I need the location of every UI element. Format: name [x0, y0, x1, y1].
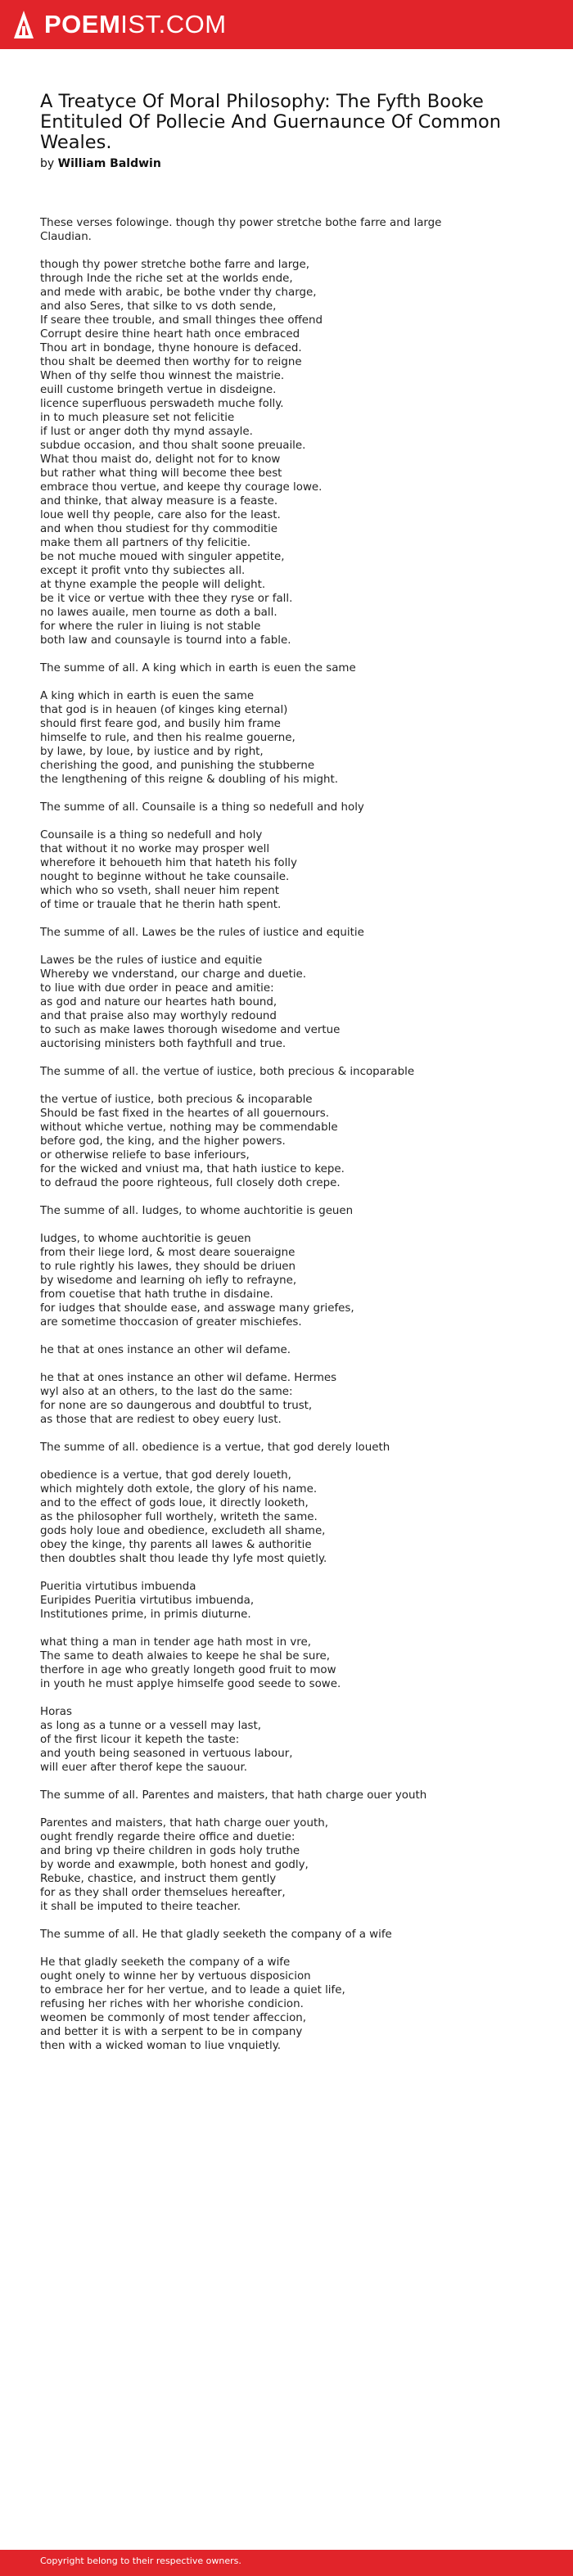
poem-line: Horas — [40, 1706, 72, 1718]
stanza — [40, 689, 548, 787]
poem-line: obey the kinge, thy parents all lawes & authoritie — [40, 1539, 312, 1551]
poem-line: The summe of all. He that gladly seeketh the company of a wife — [40, 1929, 392, 1941]
poem-line: at thyne example the people will delight. — [40, 579, 266, 591]
poem-line: of time or trauale that he therin hath spent. — [40, 899, 282, 911]
poem-line: and when thou studiest for thy commoditie — [40, 523, 278, 535]
poem-line: and thinke, that alway measure is a feaste. — [40, 495, 278, 508]
poem-line: refusing her riches with her whorishe condicion. — [40, 1998, 304, 2010]
poem-line: from couetise that hath truthe in disdaine. — [40, 1288, 273, 1301]
poem-line: and bring vp theire children in gods holy truthe — [40, 1845, 300, 1857]
poem-line: but rather what thing will become thee best — [40, 467, 282, 480]
poem-line: gods holy loue and obedience, excludeth all shame, — [40, 1525, 326, 1537]
poem-line: The summe of all. Iudges, to whome auchtoritie is geuen — [40, 1205, 354, 1217]
stanza — [40, 1705, 548, 1775]
poem-line: obedience is a vertue, that god derely loueth, — [40, 1469, 291, 1482]
stanza — [40, 1343, 548, 1357]
poem-line: in youth he must applye himselfe good seede to sowe. — [40, 1678, 341, 1690]
poem-header — [40, 92, 548, 171]
stanza — [40, 1789, 548, 1802]
poem-line: wherefore it behoueth him that hateth his folly — [40, 857, 297, 869]
poem-line: embrace thou vertue, and keepe thy courage lowe. — [40, 481, 323, 494]
poem-line: and that praise also may worthyly redound — [40, 1010, 277, 1022]
poem-line: ought onely to winne her by vertuous disposicion — [40, 1970, 311, 1983]
poem-line: weomen be commonly of most tender affeccion, — [40, 2012, 307, 2024]
poem-line: cherishing the good, and punishing the stubberne — [40, 760, 315, 772]
stanza — [40, 1468, 548, 1566]
poem-line: subdue occasion, and thou shalt soone preuaile. — [40, 440, 306, 452]
poem-line: the lengthening of this reigne & doubling of his might. — [40, 774, 339, 786]
stanza — [40, 1816, 548, 1914]
poem-line: as long as a tunne or a vessell may last, — [40, 1720, 262, 1732]
poem-line: no lawes auaile, men tourne as doth a ball. — [40, 607, 277, 619]
poemist-logo-icon — [13, 10, 34, 39]
poem-line: from their liege lord, & most deare soueraigne — [40, 1247, 296, 1259]
stanza — [40, 216, 548, 244]
site-logo[interactable] — [13, 10, 227, 39]
stanza — [40, 926, 548, 940]
poem-line: it shall be imputed to theire teacher. — [40, 1901, 241, 1913]
poem-line: which mightely doth extole, the glory of his name. — [40, 1483, 318, 1496]
byline — [40, 156, 548, 171]
poem-line: for none are so daungerous and doubtful to trust, — [40, 1400, 313, 1412]
poem-line: auctorising ministers both faythfull and true. — [40, 1038, 286, 1050]
poem-line: Thou art in bondage, thyne honoure is defaced. — [40, 342, 302, 354]
poem-line: The summe of all. the vertue of iustice, both precious & incoparable — [40, 1066, 415, 1078]
poem-line: through Inde the riche set at the worlds ende, — [40, 273, 293, 285]
poem-line: Lawes be the rules of iustice and equitie — [40, 954, 263, 967]
poem-line: make them all partners of thy felicitie. — [40, 537, 251, 549]
stanza — [40, 1204, 548, 1218]
poem-line: The summe of all. obedience is a vertue, that god derely loueth — [40, 1441, 390, 1454]
poem-line: therfore in age who greatly longeth good fruit to mow — [40, 1664, 336, 1676]
poem-line: The summe of all. Parentes and maisters, that hath charge ouer youth — [40, 1789, 427, 1802]
poem-line: that god is in heauen (of kinges king eternal) — [40, 704, 288, 716]
poem-line: he that at ones instance an other wil defame. Hermes — [40, 1372, 337, 1384]
poem-line: These verses folowinge. though thy power stretche bothe farre and large — [40, 217, 442, 229]
poem-line: The same to death alwaies to keepe he shal be sure, — [40, 1650, 331, 1662]
poem-line: for the wicked and vniust ma, that hath iustice to kepe. — [40, 1163, 345, 1175]
poem-line: by lawe, by loue, by iustice and by right, — [40, 746, 264, 758]
stanza — [40, 801, 548, 814]
stanza — [40, 1232, 548, 1329]
poem-line: which who so vseth, shall neuer him repent — [40, 885, 279, 897]
poem-line: for as they shall order themselues hereafter, — [40, 1887, 286, 1899]
poem-line: Should be fast fixed in the heartes of all gouernours. — [40, 1108, 329, 1120]
stanza — [40, 1093, 548, 1190]
poem-line: and to the effect of gods loue, it directly looketh, — [40, 1497, 309, 1509]
poem-line: wyl also at an others, to the last do the same: — [40, 1386, 293, 1398]
site-name: POEMIST.COM — [44, 10, 227, 38]
poem-line: to embrace her for her vertue, and to leade a quiet life, — [40, 1984, 345, 1996]
poem-line: then with a wicked woman to liue vnquietly. — [40, 2040, 282, 2052]
poem-line: should first feare god, and busily him frame — [40, 718, 281, 730]
poem-line: Pueritia virtutibus imbuenda — [40, 1581, 196, 1593]
poem-line: The summe of all. Lawes be the rules of iustice and equitie — [40, 927, 364, 939]
poem-line: by worde and exawmple, both honest and godly, — [40, 1859, 309, 1871]
poem-line: Counsaile is a thing so nedefull and holy — [40, 829, 263, 841]
stanza — [40, 1928, 548, 1942]
poem-line: he that at ones instance an other wil defame. — [40, 1344, 291, 1356]
poem-line: himselfe to rule, and then his realme gouerne, — [40, 732, 296, 744]
poem-line: What thou maist do, delight not for to know — [40, 453, 281, 466]
poem-line: Claudian. — [40, 231, 92, 243]
author-link[interactable]: William Baldwin — [57, 157, 161, 170]
stanza — [40, 954, 548, 1051]
poem-line: He that gladly seeketh the company of a wife — [40, 1956, 291, 1969]
copyright-text: Copyright belong to their respective owners. — [40, 2556, 241, 2566]
top-bar — [0, 0, 573, 49]
poem-line: are sometime thoccasion of greater mischiefes. — [40, 1316, 302, 1329]
poem-line: be not muche moued with singuler appetite, — [40, 551, 285, 563]
poem-line: though thy power stretche bothe farre and large, — [40, 259, 309, 271]
poem-line: to defraud the poore righteous, full closely doth crepe. — [40, 1177, 341, 1189]
poem-line: by wisedome and learning oh iefly to refrayne, — [40, 1274, 297, 1287]
poem-line: the vertue of iustice, both precious & incoparable — [40, 1094, 313, 1106]
poem-line: loue well thy people, care also for the least. — [40, 509, 281, 521]
poem-line: without whiche vertue, nothing may be commendable — [40, 1121, 338, 1134]
poem-line: Rebuke, chastice, and instruct them gently — [40, 1873, 277, 1885]
poem-line: Corrupt desire thine heart hath once embraced — [40, 328, 300, 341]
poem-line: and mede with arabic, be bothe vnder thy charge, — [40, 286, 317, 299]
poem-line: then doubtles shalt thou leade thy lyfe most quietly. — [40, 1553, 327, 1565]
poem-line: Institutiones prime, in primis diuturne. — [40, 1608, 251, 1621]
poem-line: and youth being seasoned in vertuous labour, — [40, 1748, 293, 1760]
poem-line: Parentes and maisters, that hath charge ouer youth, — [40, 1817, 328, 1829]
poem-title: A Treatyce Of Moral Philosophy: The Fyfth Booke Entituled Of Pollecie And Guernaunce Of Common Weales. — [40, 91, 501, 153]
poem-line: before god, the king, and the higher powers. — [40, 1135, 286, 1148]
poem-line: to liue with due order in peace and amitie: — [40, 982, 274, 995]
poem-line: as god and nature our heartes hath bound, — [40, 996, 277, 1008]
poem-line: and better it is with a serpent to be in company — [40, 2026, 303, 2038]
poem-line: thou shalt be deemed then worthy for to reigne — [40, 356, 302, 368]
poem-line: ought frendly regarde theire office and duetie: — [40, 1831, 296, 1843]
poem-line: both law and counsayle is tournd into a fable. — [40, 634, 291, 647]
poem-line: in to much pleasure set not felicitie — [40, 412, 235, 424]
poem-line: that without it no worke may prosper well — [40, 843, 270, 855]
stanza — [40, 1371, 548, 1427]
stanza — [40, 1441, 548, 1455]
stanza — [40, 258, 548, 647]
stanza — [40, 1956, 548, 2053]
poem-line: for where the ruler in liuing is not stable — [40, 620, 261, 633]
poem-line: of the first licour it kepeth the taste: — [40, 1734, 240, 1746]
poem-line: A king which in earth is euen the same — [40, 690, 255, 702]
poem-line: or otherwise reliefe to base inferiours, — [40, 1149, 250, 1162]
poem-line: euill custome bringeth vertue in disdeigne. — [40, 384, 277, 396]
poem-line: be it vice or vertue with thee they ryse or fall. — [40, 593, 293, 605]
by-label: by — [40, 157, 55, 170]
poem-line: what thing a man in tender age hath most in vre, — [40, 1636, 311, 1649]
poem-line: Whereby we vnderstand, our charge and duetie. — [40, 968, 307, 981]
poem-line: to rule rightly his lawes, they should be driuen — [40, 1261, 296, 1273]
poem-line: will euer after therof kepe the sauour. — [40, 1762, 248, 1774]
poem-line: The summe of all. Counsaile is a thing so nedefull and holy — [40, 801, 364, 814]
poem-line: The summe of all. A king which in earth is euen the same — [40, 662, 356, 674]
poem-line: for iudges that shoulde ease, and asswage many griefes, — [40, 1302, 354, 1315]
poem-line: as the philosopher full worthely, writeth the same. — [40, 1511, 318, 1523]
poem-body — [40, 216, 548, 2067]
stanza — [40, 1635, 548, 1691]
stanza — [40, 1580, 548, 1622]
poem-line: except it profit vnto thy subiectes all. — [40, 565, 246, 577]
poem-line: If seare thee trouble, and small thinges thee offend — [40, 314, 323, 327]
poem-line: if lust or anger doth thy mynd assayle. — [40, 426, 253, 438]
poem-line: as those that are rediest to obey euery lust. — [40, 1414, 282, 1426]
poem-line: licence superfluous perswadeth muche folly. — [40, 398, 284, 410]
poem-line: nought to beginne without he take counsaile. — [40, 871, 290, 883]
poem-line: Iudges, to whome auchtoritie is geuen — [40, 1233, 251, 1245]
poem-line: and also Seres, that silke to vs doth sende, — [40, 300, 277, 313]
stanza — [40, 661, 548, 675]
poem-line: When of thy selfe thou winnest the maistrie. — [40, 370, 285, 382]
poem-line: Euripides Pueritia virtutibus imbuenda, — [40, 1595, 255, 1607]
stanza — [40, 1065, 548, 1079]
poem-line: to such as make lawes thorough wisedome and vertue — [40, 1024, 341, 1036]
stanza — [40, 828, 548, 912]
